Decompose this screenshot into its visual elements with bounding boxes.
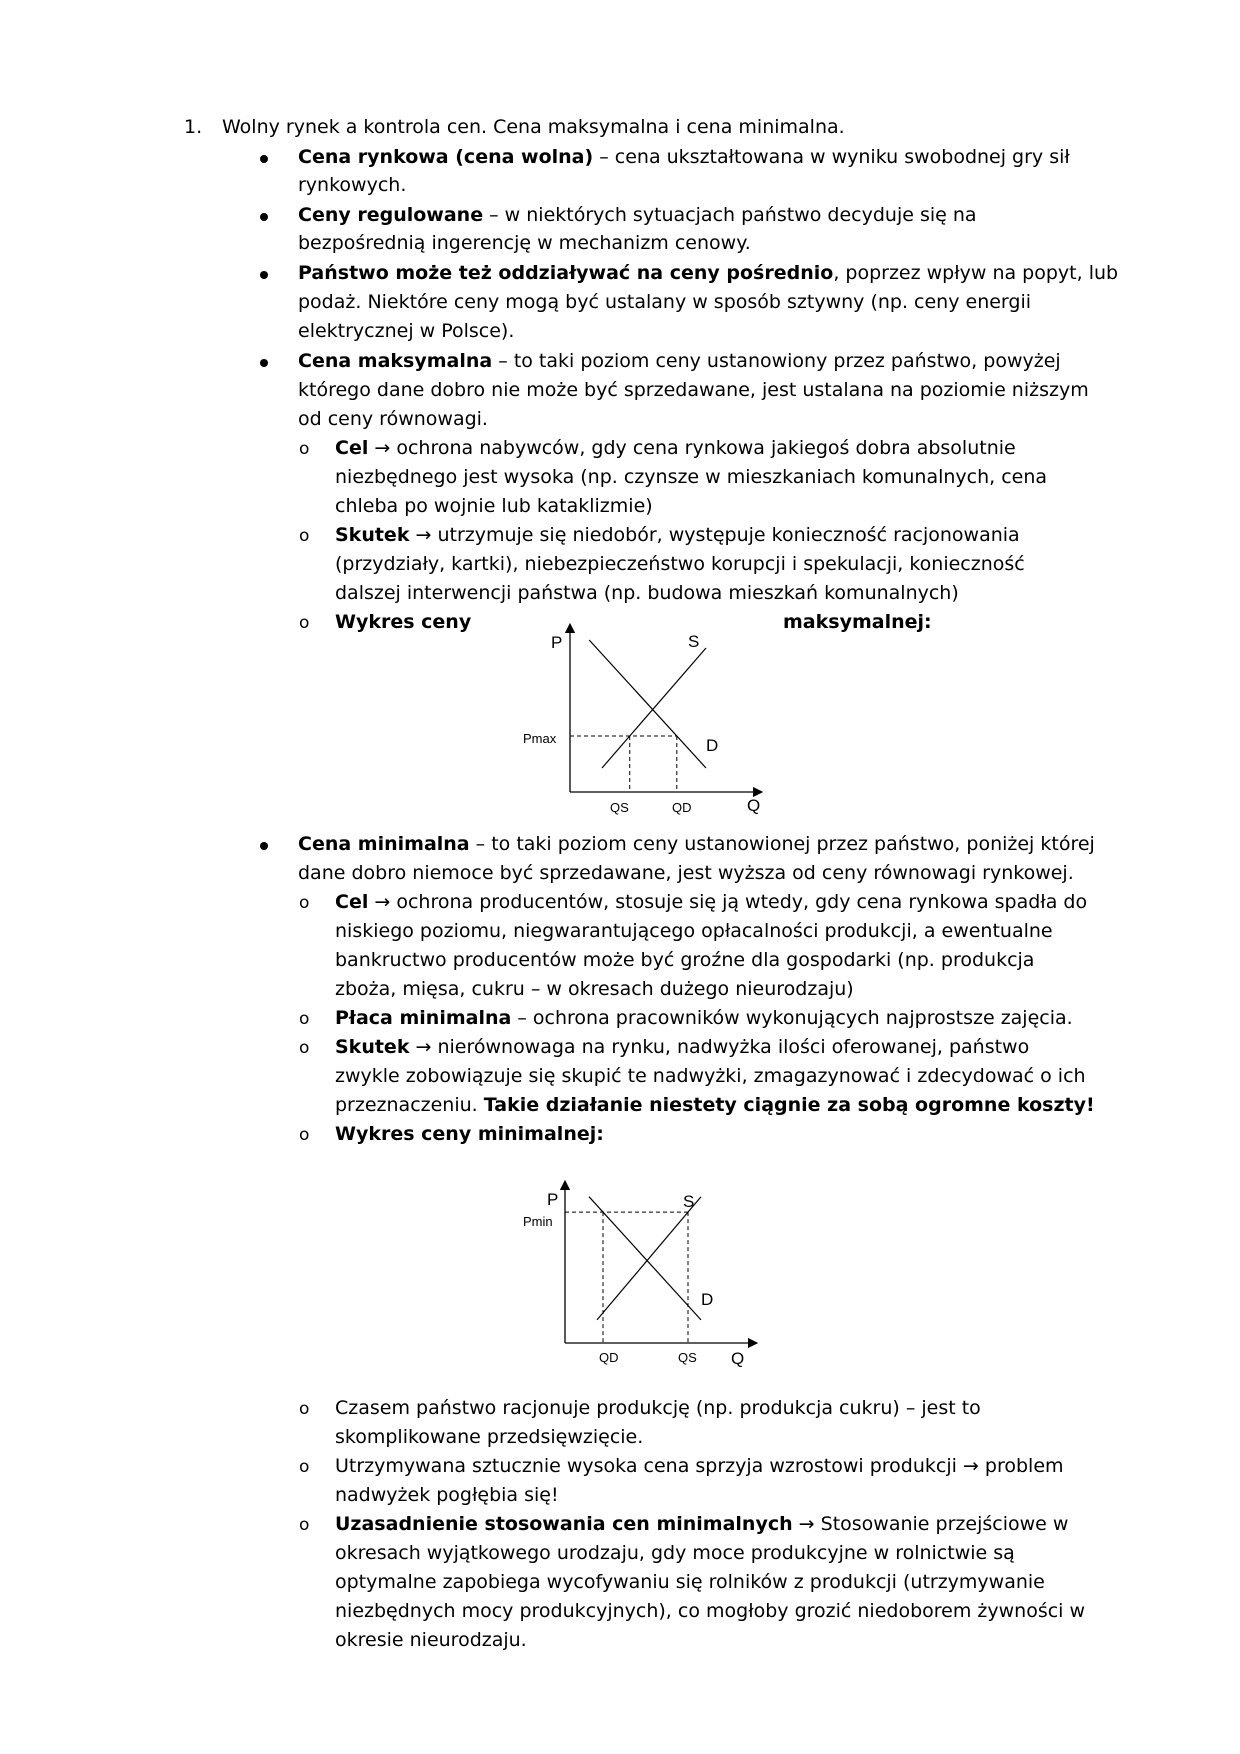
b5-skutek-line1 (335, 1033, 1029, 1062)
section-heading: Wolny rynek a kontrola cen. Cena maksymalna i cena minimalna. (222, 116, 845, 138)
b5-wykres-line (335, 1120, 604, 1149)
b5-placa-term: Płaca minimalna (335, 1007, 512, 1029)
b5-cel-line3: bankructwo producentów może być groźne dla gospodarki (np. produkcja (335, 949, 1035, 971)
sub-bullet-icon: o (299, 1457, 310, 1477)
b4-rest: – to taki poziom ceny ustanowiony przez państwo, powyżej (492, 350, 1061, 372)
sub-bullet-icon: o (299, 893, 310, 913)
demand-label: D (706, 736, 719, 755)
b2-line2: bezpośrednią ingerencję w mechanizm cenowy. (298, 232, 751, 254)
b5-skutek-line3-plain: przeznaczeniu. (335, 1094, 484, 1116)
b5-uzas-line2: okresach wyjątkowego urodzaju, gdy moce produkcyjne w rolnictwie są (335, 1542, 1015, 1564)
sub-bullet-icon: o (299, 526, 310, 546)
sub-bullet-icon: o (299, 1515, 310, 1535)
sub-bullet-icon: o (299, 1009, 310, 1029)
b4-wykres-part2-text: maksymalnej: (783, 611, 932, 633)
sub-bullet-icon: o (299, 1125, 310, 1145)
b3-term: Państwo może też oddziaływać na ceny pośrednio (298, 262, 834, 284)
b5-placa-rest: – ochrona pracowników wykonujących najprostsze zajęcia. (511, 1007, 1073, 1029)
demand-label: D (701, 1290, 714, 1309)
b5-uzas-term: Uzasadnienie stosowania cen minimalnych (335, 1513, 793, 1535)
qs-label: QS (678, 1350, 697, 1365)
b5-wykres-text: Wykres ceny minimalnej: (335, 1123, 604, 1145)
b5-skutek-line3 (335, 1091, 1095, 1120)
b5-czasem-line2: skomplikowane przedsięwzięcie. (335, 1426, 644, 1448)
b5-rest: – to taki poziom ceny ustanowionej przez państwo, poniżej której (469, 833, 1095, 855)
b4-cel-term: Cel (335, 437, 369, 459)
b4-cel-line1 (335, 434, 1016, 463)
b5-czasem-line1: Czasem państwo racjonuje produkcję (np. produkcja cukru) – jest to (335, 1397, 981, 1419)
bullet-icon (260, 271, 268, 279)
y-axis-label: P (547, 1190, 559, 1209)
sub-bullet-icon: o (299, 1399, 310, 1419)
b4-skutek-rest: → utrzymuje się niedobór, występuje konieczność racjonowania (409, 524, 1020, 546)
max-price-chart (515, 620, 770, 820)
b5-skutek-line3-bold: Takie działanie niestety ciągnie za sobą ogromne koszty! (483, 1094, 1095, 1116)
sub-bullet-icon: o (299, 613, 310, 633)
b4-cel-line3: chleba po wojnie lub kataklizmie) (335, 495, 653, 517)
demand-line (589, 1197, 701, 1320)
b5-cel-rest: → ochrona producentów, stosuje się ją wtedy, gdy cena rynkowa spadła do (368, 891, 1088, 913)
b4-cel-line2: niezbędnego jest wysoka (np. czynsze w mieszkaniach komunalnych, cena (335, 466, 1048, 488)
b5-line2: dane dobro niemoce być sprzedawane, jest wyższa od ceny równowagi rynkowej. (298, 862, 1074, 884)
bullet-icon (260, 213, 268, 221)
b4-line1 (298, 347, 1061, 376)
b5-utrzym-line2: nadwyżek pogłębia się! (335, 1484, 559, 1506)
b1-term: Cena rynkowa (cena wolna) (298, 146, 594, 168)
b3-line2: podaż. Niektóre ceny mogą być ustalany w sposób sztywny (np. ceny energii (298, 291, 1032, 313)
b5-uzas-rest: → Stosowanie przejściowe w (792, 1513, 1069, 1535)
b5-uzas-line5: okresie nieurodzaju. (335, 1629, 527, 1651)
b5-uzas-line1 (335, 1510, 1068, 1539)
b5-skutek-line2: zwykle zobowiązuje się skupić te nadwyżki, zmagazynować i zdecydować o ich (335, 1065, 1086, 1087)
b2-line1 (298, 201, 977, 230)
b4-line2: którego dane dobro nie może być sprzedawane, jest ustalana na poziomie niższym (298, 379, 1089, 401)
x-axis-label: Q (731, 1349, 745, 1368)
sub-bullet-icon: o (299, 439, 310, 459)
b3-rest: , poprzez wpływ na popyt, lub (833, 262, 1119, 284)
b5-utrzym-line1: Utrzymywana sztucznie wysoka cena sprzyja wzrostowi produkcji → problem (335, 1455, 1064, 1477)
b4-cel-rest: → ochrona nabywców, gdy cena rynkowa jakiegoś dobra absolutnie (368, 437, 1016, 459)
x-axis-label: Q (747, 796, 761, 815)
b2-rest: – w niektórych sytuacjach państwo decyduje się na (483, 204, 977, 226)
b4-wykres-part1 (335, 608, 471, 637)
b1-rest: – cena ukształtowana w wyniku swobodnej gry sił (593, 146, 1070, 168)
supply-line (597, 1197, 701, 1320)
price-control-label: Pmin (523, 1214, 553, 1229)
b3-line1 (298, 259, 1118, 288)
min-price-chart (515, 1175, 770, 1375)
b5-uzas-line3: optymalne zapobiega wycofywaniu się rolników z produkcji (utrzymywanie (335, 1571, 1045, 1593)
supply-line (602, 648, 706, 768)
b1-line2: rynkowych. (298, 174, 407, 196)
supply-label: S (683, 1192, 695, 1211)
b4-wykres-part2 (783, 608, 932, 637)
demand-line (589, 640, 706, 768)
b5-line1 (298, 830, 1095, 859)
b5-skutek-rest: → nierównowaga na rynku, nadwyżka ilości oferowanej, państwo (409, 1036, 1030, 1058)
qs-label: QS (610, 800, 629, 815)
b3-line3: elektrycznej w Polsce). (298, 320, 515, 342)
b5-cel-term: Cel (335, 891, 369, 913)
price-control-label: Pmax (523, 731, 557, 746)
b5-term: Cena minimalna (298, 833, 470, 855)
b4-skutek-term: Skutek (335, 524, 410, 546)
y-axis-label: P (551, 633, 563, 652)
b4-line3: od ceny równowagi. (298, 408, 488, 430)
list-number: 1. (184, 116, 203, 138)
b5-placa-line1 (335, 1004, 1073, 1033)
b4-wykres-part1-text: Wykres ceny (335, 611, 472, 633)
sub-bullet-icon: o (299, 1038, 310, 1058)
qd-label: QD (672, 800, 692, 815)
b4-skutek-line3: dalszej interwencji państwa (np. budowa mieszkań komunalnych) (335, 582, 959, 604)
bullet-icon (260, 842, 268, 850)
b5-cel-line1 (335, 888, 1087, 917)
qd-label: QD (599, 1350, 619, 1365)
b2-term: Ceny regulowane (298, 204, 484, 226)
bullet-icon (260, 359, 268, 367)
b5-uzas-line4: niezbędnych mocy produkcyjnych), co mogłoby grozić niedoborem żywności w (335, 1600, 1086, 1622)
b4-term: Cena maksymalna (298, 350, 493, 372)
b5-cel-line4: zboża, mięsa, cukru – w okresach dużego nieurodzaju) (335, 978, 854, 1000)
b5-skutek-term: Skutek (335, 1036, 410, 1058)
b4-skutek-line1 (335, 521, 1020, 550)
b1-line1 (298, 143, 1070, 172)
bullet-icon (260, 155, 268, 163)
supply-label: S (688, 632, 700, 651)
b4-skutek-line2: (przydziały, kartki), niebezpieczeństwo korupcji i spekulacji, konieczność (335, 553, 1025, 575)
b5-cel-line2: niskiego poziomu, niegwarantującego opłacalności produkcji, a ewentualne (335, 920, 1053, 942)
